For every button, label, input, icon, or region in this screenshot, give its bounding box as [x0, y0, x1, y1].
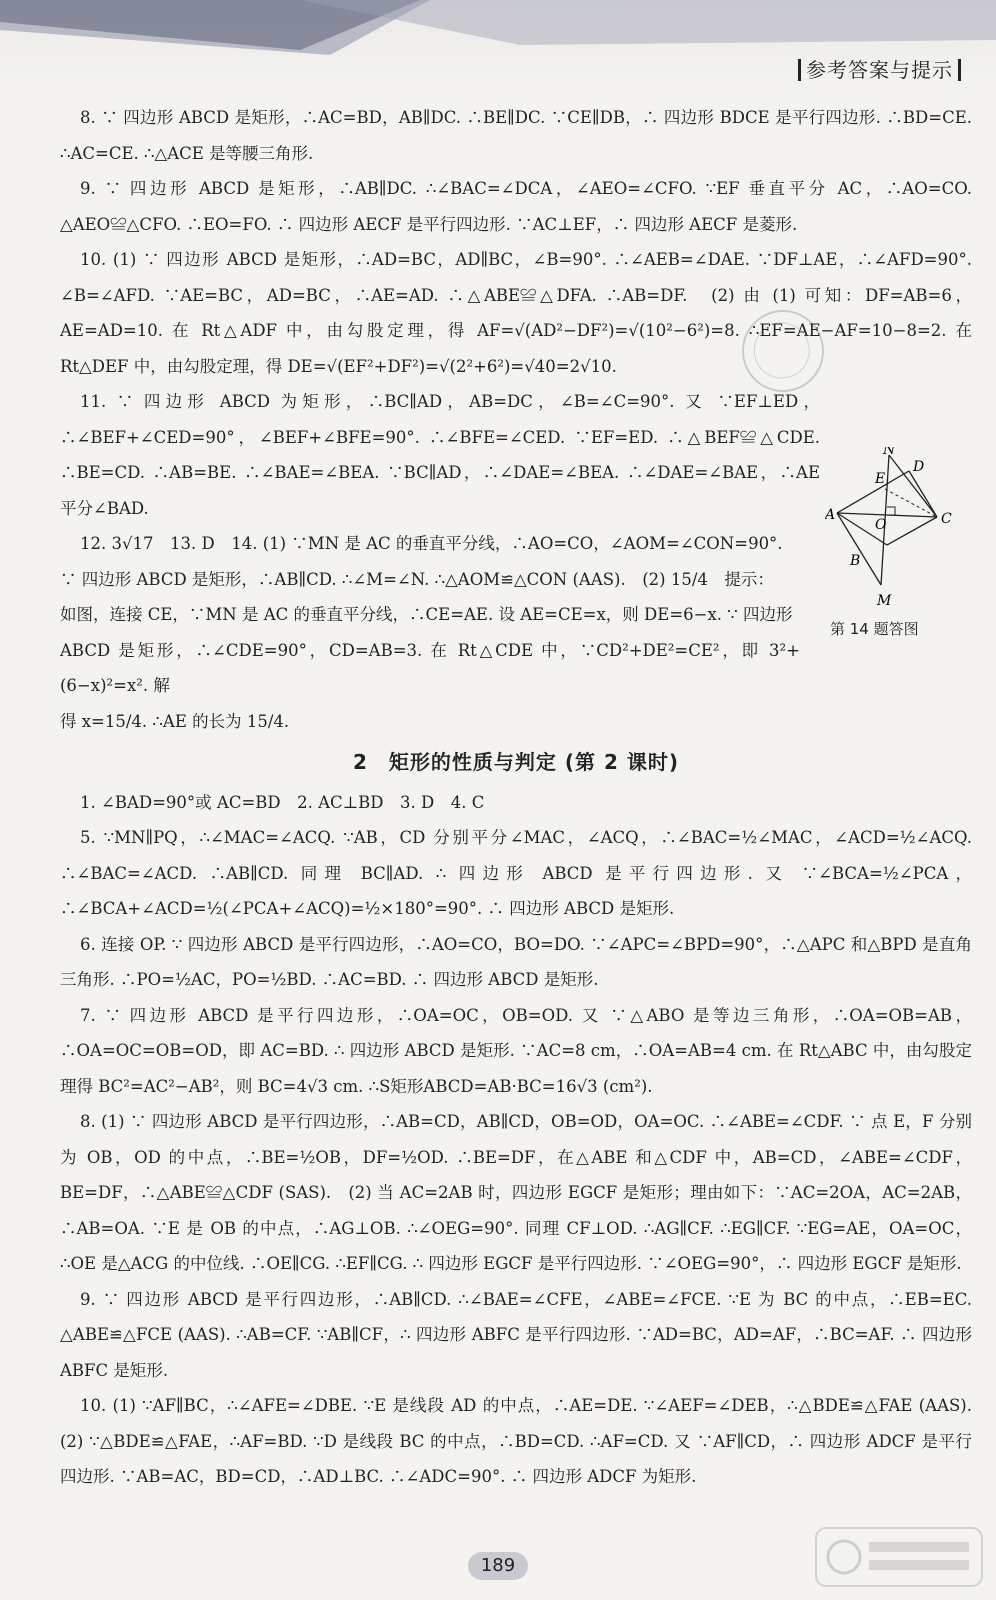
label-c: C — [941, 511, 952, 527]
right-angle-mark — [887, 507, 895, 515]
section-title: 2 矩形的性质与判定 (第 2 课时) — [352, 750, 679, 774]
label-a: A — [825, 507, 836, 523]
answer-q9: 9. ∵ 四边形 ABCD 是矩形，∴AB∥DC. ∴∠BAC=∠DCA，∠AEO=∠CFO. ∵EF 垂直平分 AC，∴AO=CO. △AEO≌△CFO. ∴EO=FO. ∴ 四边形 AECF 是平行四边形. ∵AC⊥EF，∴ 四边形 AECF 是菱形. — [60, 179, 972, 234]
geometry-diagram — [825, 447, 965, 617]
header-bar-left — [798, 59, 801, 81]
label-o: O — [875, 517, 887, 533]
page-number: 189 — [468, 1552, 528, 1580]
answer-s2-q5: 5. ∵MN∥PQ，∴∠MAC=∠ACQ. ∵AB，CD 分别平分∠MAC，∠ACQ，∴∠BAC=½∠MAC，∠ACD=½∠ACQ. ∴∠BAC=∠ACD. ∴AB∥CD. 同理 BC∥AD. ∴ 四边形 ABCD 是平行四边形. 又 ∵∠BCA=½∠PCA，∴∠BCA+∠ACD=½(∠PCA+∠ACQ)=½×180°=90°. ∴ 四边形 ABCD 是矩形. — [60, 828, 972, 918]
answer-q12-14-line1: 12. 3√17 13. D 14. (1) ∵MN 是 AC 的垂直平分线，∴AO=CO，∠AOM=∠CON=90°. — [80, 534, 783, 553]
label-e: E — [875, 471, 886, 487]
answer-q8: 8. ∵ 四边形 ABCD 是矩形，∴AC=BD，AB∥DC. ∴BE∥DC. ∵CE∥DB，∴ 四边形 BDCE 是平行四边形. ∴BD=CE. ∴AC=CE. ∴△ACE 是等腰三角形. — [60, 108, 972, 163]
answer-content — [60, 100, 989, 1495]
label-d: D — [913, 459, 925, 475]
running-header — [793, 54, 966, 83]
answer-s2-q6: 6. 连接 OP. ∵ 四边形 ABCD 是平行四边形，∴AO=CO，BO=DO. ∵∠APC=∠BPD=90°，∴△APC 和△BPD 是直角三角形. ∴PO=½AC，PO=½BD. ∴AC=BD. ∴ 四边形 ABCD 是矩形. — [60, 934, 972, 989]
answer-q12-14-line4: ABCD 是矩形，∴∠CDE=90°，CD=AB=3. 在 Rt△CDE 中，∵CD²+DE²=CE²，即 3²+(6−x)²=x². 解 — [60, 640, 800, 695]
header-bar-right — [958, 59, 961, 81]
answer-s2-q7: 7. ∵ 四边形 ABCD 是平行四边形，∴OA=OC，OB=OD. 又 ∵△ABO 是等边三角形，∴OA=OB=AB，∴OA=OC=OB=OD，即 AC=BD. ∴ 四边形 ABCD 是矩形. ∵AC=8 cm，∴OA=AB=4 cm. 在 Rt△ABC 中，由勾股定理得 BC²=AC²−AB²，则 BC=4√3 cm. ∴S矩形ABCD=AB·BC=16√3 (cm²). — [60, 1005, 972, 1096]
answer-q11: 11. ∵ 四边形 ABCD 为矩形，∴BC∥AD，AB=DC，∠B=∠C=90°. 又 ∵EF⊥ED，∴∠BEF+∠CED=90°，∠BEF+∠BFE=90°. ∴∠BFE=∠CED. ∵EF=ED. ∴△BEF≌△CDE. ∴BE=CD. ∴AB=BE. ∴∠BAE=∠BEA. ∵BC∥AD，∴∠DAE=∠BEA. ∴∠DAE=∠BAE，∴AE 平分∠BAD. — [60, 392, 820, 518]
figure-q14 — [825, 447, 965, 647]
segment-cd — [909, 471, 937, 517]
segment-bc — [887, 517, 937, 545]
answer-s2-q8: 8. (1) ∵ 四边形 ABCD 是平行四边形，∴AB=CD，AB∥CD，OB=OD，OA=OC. ∴∠ABE=∠CDF. ∵ 点 E，F 分别为 OB，OD 的中点，∴BE=½OB，DF=½OD. ∴BE=DF，在△ABE 和△CDF 中，AB=CD，∠ABE=∠CDF，BE=DF，∴△ABE≌△CDF (SAS). (2) 当 AC=2AB 时，四边形 EGCF 是矩形；理由如下：∵AC=2OA，AC=2AB，∴AB=OA. ∵E 是 OB 的中点，∴AG⊥OB. ∴∠OEG=90°. 同理 CF⊥OD. ∴AG∥CF. ∴EG∥CF. ∵EG=AE，OA=OC，∴OE 是△ACG 的中位线. ∴OE∥CG. ∴EF∥CG. ∴ 四边形 EGCF 是平行四边形. ∵∠OEG=90°，∴ 四边形 EGCF 是矩形. — [60, 1112, 973, 1273]
answer-q12-14 — [60, 526, 800, 739]
answer-s2-q1-4: 1. ∠BAD=90°或 AC=BD 2. AC⊥BD 3. D 4. C — [80, 792, 485, 812]
answer-q12-14-line2: ∵ 四边形 ABCD 是矩形，∴AB∥CD. ∴∠M=∠N. ∴△AOM≌△CON (AAS). (2) 15/4 提示： — [60, 569, 774, 589]
segment-ac — [837, 513, 937, 517]
answer-q12-14-line5: 得 x=15/4. ∴AE 的长为 15/4. — [60, 711, 290, 731]
header-title-text: 参考答案与提示 — [806, 58, 953, 82]
answer-s2-q10: 10. (1) ∵AF∥BC，∴∠AFE=∠DBE. ∵E 是线段 AD 的中点，∴AE=DE. ∵∠AEF=∠DEB，∴△BDE≌△FAE (AAS). (2) ∵△BDE≌△FAE，∴AF=BD. ∵D 是线段 BC 的中点，∴BD=CD. ∴AF=CD. 又 ∵AF∥CD，∴ 四边形 ADCF 是平行四边形. ∵AB=AC，BD=CD，∴AD⊥BC. ∴∠ADC=90°. ∴ 四边形 ADCF 为矩形. — [60, 1396, 989, 1486]
header-banner — [0, 0, 996, 90]
corner-watermark-logo — [814, 1526, 984, 1588]
answer-q12-14-line3: 如图，连接 CE，∵MN 是 AC 的垂直平分线，∴CE=AE. 设 AE=CE=x，则 DE=6−x. ∵ 四边形 — [60, 605, 793, 624]
segment-da — [837, 471, 909, 513]
answer-s2-q9: 9. ∵ 四边形 ABCD 是平行四边形，∴AB∥CD. ∴∠BAE=∠CFE，∠ABE=∠FCE. ∵E 为 BC 的中点，∴EB=EC. △ABE≌△FCE (AAS). ∴AB=CF. ∵AB∥CF，∴ 四边形 ABFC 是平行四边形. ∵AD=BC，AD=AF，∴BC=AF. ∴ 四边形 ABFC 是矩形. — [60, 1289, 972, 1380]
label-n: N — [883, 447, 896, 458]
answer-q10: 10. (1) ∵ 四边形 ABCD 是矩形，∴AD=BC，AD∥BC，∠B=90°. ∴∠AEB=∠DAE. ∵DF⊥AE，∴∠AFD=90°. ∠B=∠AFD. ∵AE=BC，AD=BC，∴AE=AD. ∴△ABE≌△DFA. ∴AB=DF. (2) 由 (1) 可知：DF=AB=6，AE=AD=10. 在 Rt△ADF 中，由勾股定理，得 AF=√(AD²−DF²)=√(10²−6²)=8. ∴EF=AE−AF=10−8=2. 在 Rt△DEF 中，由勾股定理，得 DE=√(EF²+DF²)=√(2²+6²)=√40=2√10. — [60, 250, 972, 376]
figure-caption: 第 14 题答图 — [830, 620, 919, 638]
label-m: M — [877, 593, 892, 609]
label-b: B — [850, 553, 861, 569]
